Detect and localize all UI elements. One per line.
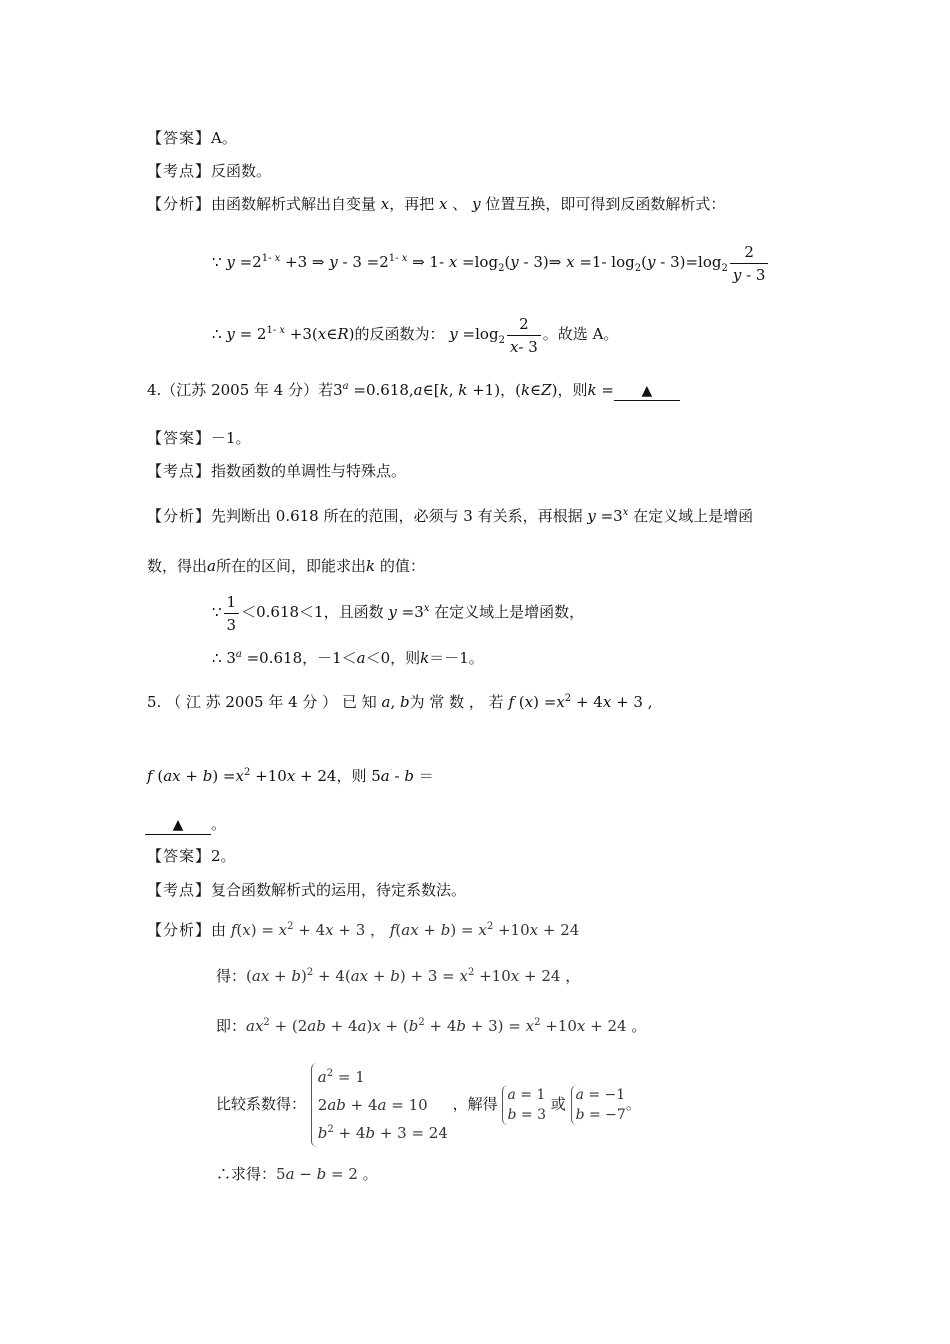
q4-header: 4.（江苏 2005 年 4 分）若$3^a$ =0.618,a∈[k, k +1)，(k∈Z)，则k = ▲ — [147, 380, 680, 401]
choose-text: 。故选 A。 — [542, 325, 619, 343]
q5-get-line: 得：$(ax + b)^2 + 4(ax + b) + 3 = x^2 +10x + 24$ ， — [216, 967, 581, 985]
q5-header: 5. （ 江 苏 2005 年 4 分 ） 已 知 a, b为 常 数 ， 若 f $(x) =x^2 + 4x + 3$ , — [147, 693, 653, 711]
inverse-text: 的反函数为： — [354, 325, 445, 343]
solution-1: a = 1 b = 3 — [502, 1085, 546, 1125]
q3-answer-line — [147, 128, 237, 148]
answer-text: A。 — [211, 129, 237, 147]
q5-compare-line: 比较系数得： $a^2 = 1$ 2ab + 4a = 10 $b^2 + 4b + 3 = 24$ ，解得 a = 1 b = 3 或 a = −1 b = −7 。 — [216, 1060, 641, 1148]
q5-result-line: ∴求得：5a − b = 2 。 — [216, 1165, 378, 1183]
q4-analysis-line: 【分析】先判断出 0.618 所在的范围，必须与 3 有关系，再根据 $y =3^x$ 在定义域上是增函 — [147, 507, 754, 525]
analysis-text-a: 由函数解析式解出自变量 — [211, 195, 377, 213]
q3-derivation: ∵ $y =2^{1- x} +3$ ⇒ $y - 3 =2^{1- x}$ ⇒ 1- $x =\log_2(y$ - 3)⇒ x =1- $\log_2(y - 3)=\log_2$ $\frac{2}{y - 3}$ — [212, 240, 770, 284]
coefficient-system: $a^2 = 1$ 2ab + 4a = 10 $b^2 + 4b + 3 = 24$ — [311, 1063, 448, 1147]
q4-topic-line: 【考点】指数函数的单调性与特殊点。 — [147, 462, 407, 480]
q4-step-2: ∴ $3^a =0.618$，－1＜a＜0，则k＝－1。 — [212, 649, 484, 667]
answer-tag: 【答案】 — [147, 129, 212, 147]
q3-inverse-line: ∴ $y = 2^{1- x}$ +3(x∈R)的反函数为： $y =\log_2$ $\frac{2}{x- 3}$ 。故选 A。 — [212, 314, 619, 356]
triangle-icon: ▲ — [641, 383, 653, 399]
topic-tag: 【考点】 — [147, 162, 212, 180]
q3-topic-line — [147, 161, 271, 181]
topic-text: 反函数。 — [211, 162, 272, 180]
triangle-icon: ▲ — [172, 817, 184, 833]
analysis-tag: 【分析】 — [147, 195, 212, 213]
solution-2: a = −1 b = −7 — [571, 1085, 626, 1125]
q3-analysis-line: 【分析】由函数解析式解出自变量 x，再把 x 、 y 位置互换，即可得到反函数解析式： — [147, 195, 726, 213]
q5-blank-line: ▲ 。 — [145, 814, 226, 835]
analysis-text-b: ，再把 — [389, 195, 435, 213]
q4-header-text: 4.（江苏 2005 年 4 分）若 — [147, 381, 334, 399]
q4-step-1: ∵ $\frac{1}{3}$ ＜0.618＜1，且函数 $y =3^x$ 在定义域上是增函数， — [212, 592, 585, 634]
answer-blank[interactable] — [614, 381, 680, 401]
answer-blank[interactable] — [145, 815, 211, 835]
analysis-text-d: 位置互换，即可得到反函数解析式： — [485, 195, 726, 213]
analysis-text-c: 、 — [452, 195, 468, 213]
q4-answer-line: 【答案】－1。 — [147, 429, 251, 447]
q5-topic-line: 【考点】复合函数解析式的运用，待定系数法。 — [147, 881, 467, 899]
q5-ji-line: 即：$ax^2 + (2ab + 4a)x + (b^2 + 4b + 3) = x^2 +10x + 24$ 。 — [216, 1017, 647, 1035]
q5-answer-line: 【答案】2。 — [147, 847, 236, 865]
q4-analysis-line-2: 数，得出a所在的区间，即能求出k 的值： — [147, 557, 425, 575]
q5-analysis-line: 【分析】由 $f(x) = x^2 + 4x + 3$ ， $f(ax + b) = x^2 +10x + 24$ — [147, 921, 580, 939]
q5-line-2: f $(ax + b) =x^2 +10x + 24$，则 5a - b ＝ — [147, 767, 434, 785]
